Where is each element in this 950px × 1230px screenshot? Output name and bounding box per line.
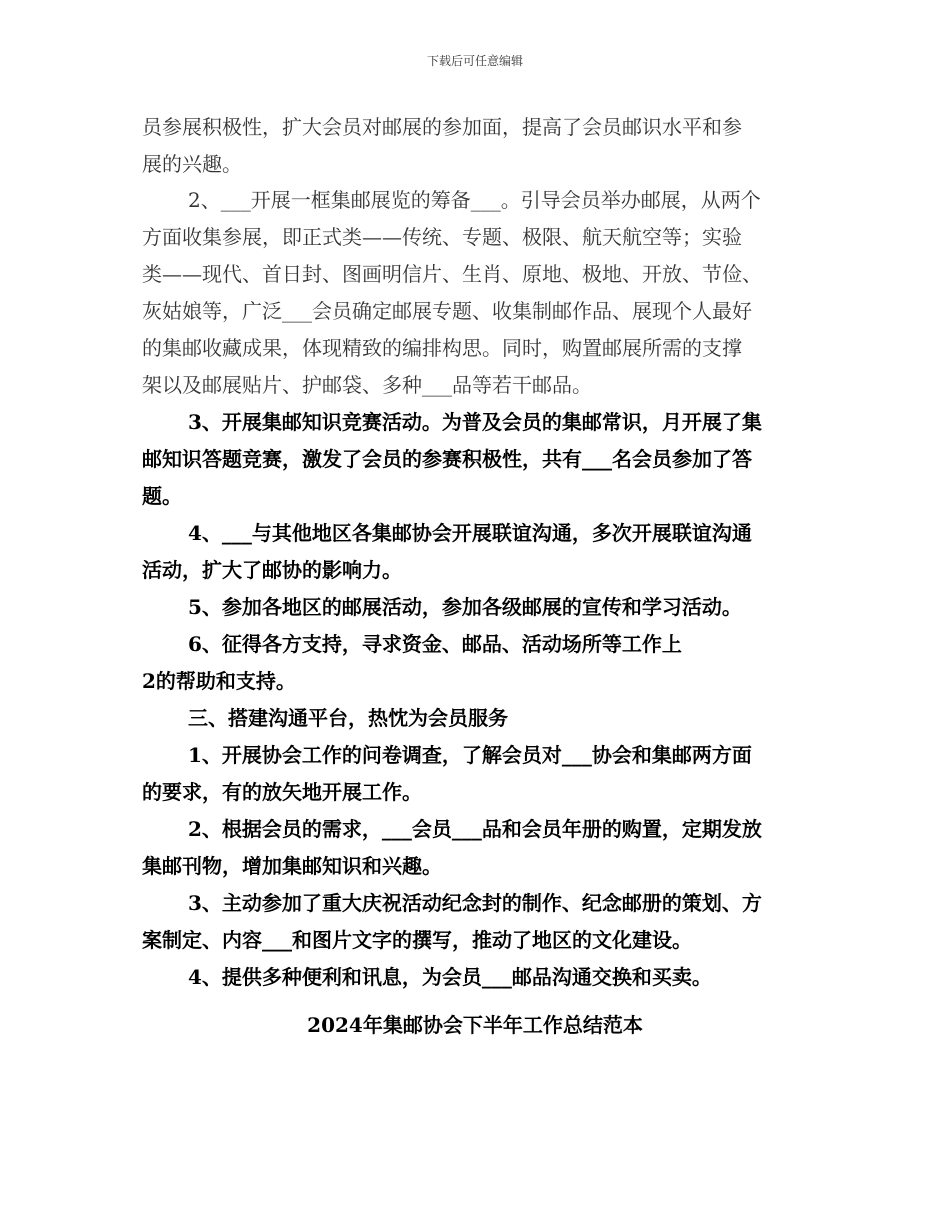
paragraph-line: 2、根据会员的需求，___会员___品和会员年册的购置，定期发放 [188, 817, 762, 841]
paragraph-line: 展的兴趣。 [142, 152, 242, 176]
paragraph-line: 案制定、内容___和图片文字的撰写，推动了地区的文化建设。 [142, 928, 692, 952]
section-heading: 三、搭建沟通平台，热忱为会员服务 [188, 706, 508, 730]
page-header: 下载后可任意编辑 [426, 54, 523, 68]
paragraph-line: 4、提供多种便利和讯息，为会员___邮品沟通交换和买卖。 [188, 965, 712, 989]
paragraph-line: 集邮刊物，增加集邮知识和兴趣。 [142, 854, 442, 878]
paragraph-line: 1、开展协会工作的问卷调查，了解会员对___协会和集邮两方面 [188, 743, 752, 767]
paragraph-line: 方面收集参展，即正式类——传统、专题、极限、航天航空等；实验 [142, 225, 742, 249]
paragraph-line: 的集邮收藏成果，体现精致的编排构思。同时，购置邮展所需的支撑 [142, 336, 742, 360]
paragraph-line: 3、主动参加了重大庆祝活动纪念封的制作、纪念邮册的策划、方 [188, 891, 762, 915]
paragraph-line: 类——现代、首日封、图画明信片、生肖、原地、极地、开放、节俭、 [142, 262, 762, 286]
paragraph-line: 4、___与其他地区各集邮协会开展联谊沟通，多次开展联谊沟通 [188, 521, 752, 545]
paragraph-line: 员参展积极性，扩大会员对邮展的参加面，提高了会员邮识水平和参 [142, 115, 742, 139]
paragraph-line: 2的帮助和支持。 [142, 669, 296, 693]
paragraph-line: 活动，扩大了邮协的影响力。 [142, 558, 402, 582]
paragraph-line: 灰姑娘等，广泛___会员确定邮展专题、收集制邮作品、展现个人最好 [142, 299, 752, 323]
paragraph-line: 题。 [142, 484, 182, 508]
paragraph-line: 5、参加各地区的邮展活动，参加各级邮展的宣传和学习活动。 [188, 595, 742, 619]
paragraph-line: 6、征得各方支持，寻求资金、邮品、活动场所等工作上 [188, 632, 682, 656]
paragraph-line: 的要求，有的放矢地开展工作。 [142, 780, 422, 804]
paragraph-line: 3、开展集邮知识竞赛活动。为普及会员的集邮常识，月开展了集 [188, 410, 762, 434]
paragraph-line: 架以及邮展贴片、护邮袋、多种___品等若干邮品。 [142, 373, 592, 397]
document-title: 2024年集邮协会下半年工作总结范本 [307, 1013, 643, 1037]
paragraph-line: 邮知识答题竞赛，激发了会员的参赛积极性，共有___名会员参加了答 [142, 447, 752, 471]
paragraph-line: 2、___开展一框集邮展览的筹备___。引导会员举办邮展，从两个 [188, 188, 761, 212]
